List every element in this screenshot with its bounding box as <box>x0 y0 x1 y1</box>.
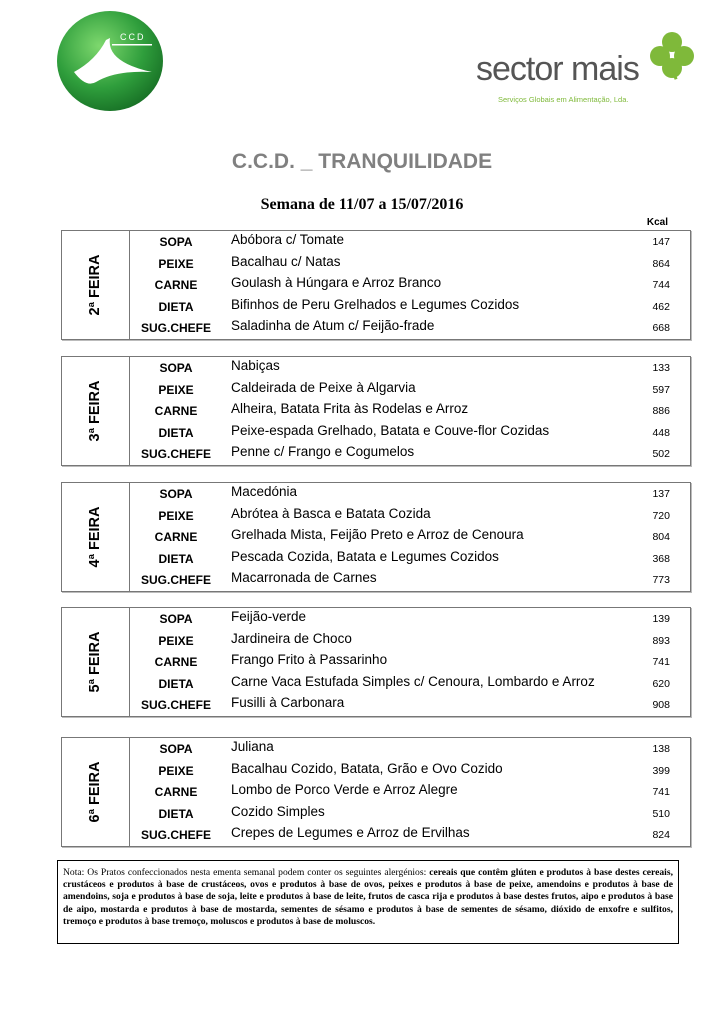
menu-kcal: 147 <box>652 236 670 248</box>
menu-dish: Lombo de Porco Verde e Arroz Alegre <box>231 782 458 798</box>
day-label-cell <box>62 357 130 465</box>
menu-category: SOPA <box>159 361 193 375</box>
menu-row <box>130 760 690 782</box>
day-label-cell <box>62 483 130 591</box>
day-block <box>61 230 691 340</box>
note-intro: Nota: Os Pratos confeccionados nesta ementa semanal podem conter os seguintes alergénios: <box>63 867 430 878</box>
menu-category: SUG.CHEFE <box>140 447 211 462</box>
menu-dish: Feijão-verde <box>231 609 307 624</box>
ccd-logo <box>56 10 164 112</box>
menu-kcal: 773 <box>652 574 670 587</box>
day-label: 5ª FEIRA <box>87 631 103 693</box>
menu-kcal: 448 <box>652 426 670 439</box>
menu-category: PEIXE <box>158 763 194 778</box>
menu-row <box>130 253 690 275</box>
menu-row <box>130 526 690 548</box>
menu-row <box>130 651 690 673</box>
menu-row <box>130 630 690 652</box>
menu-category: DIETA <box>158 806 194 821</box>
menu-dish: Pescada Cozida, Batata e Legumes Cozidos <box>231 548 499 564</box>
menu-kcal: 139 <box>652 613 670 625</box>
menu-category: CARNE <box>154 530 198 545</box>
menu-category: CARNE <box>154 278 198 293</box>
menu-dish: Jardineira de Choco <box>231 630 352 646</box>
menu-kcal: 462 <box>652 300 670 313</box>
menu-dish: Juliana <box>231 739 274 754</box>
day-block <box>61 356 691 466</box>
menu-row <box>130 673 690 695</box>
brand-tagline: Serviços Globais em Alimentação, Lda. <box>498 95 629 104</box>
menu-kcal: 138 <box>652 743 670 755</box>
menu-kcal: 502 <box>652 448 670 461</box>
menu-row <box>130 379 690 401</box>
menu-kcal: 864 <box>652 257 670 270</box>
menu-kcal: 824 <box>652 829 670 842</box>
menu-kcal: 893 <box>652 634 670 647</box>
menu-category: PEIXE <box>158 382 194 397</box>
menu-kcal: 620 <box>652 677 670 690</box>
menu-category: CARNE <box>154 404 198 419</box>
day-label: 3ª FEIRA <box>87 380 103 442</box>
menu-category: SOPA <box>159 487 193 501</box>
day-label: 2ª FEIRA <box>87 254 103 316</box>
menu-row <box>130 803 690 825</box>
menu-dish: Nabiças <box>231 358 280 373</box>
day-label-cell <box>62 608 130 716</box>
menu-row <box>130 505 690 527</box>
brand-name: sector mais <box>476 50 639 88</box>
menu-row <box>130 400 690 422</box>
menu-row <box>130 694 690 716</box>
clover-icon <box>648 30 696 82</box>
menu-category: SUG.CHEFE <box>140 573 211 588</box>
page-title: C.C.D. _ TRANQUILIDADE <box>231 150 493 173</box>
menu-dish: Alheira, Batata Frita às Rodelas e Arroz <box>231 401 469 417</box>
menu-row <box>130 569 690 591</box>
menu-kcal: 744 <box>652 279 670 292</box>
menu-kcal: 886 <box>652 405 670 418</box>
day-block <box>61 737 691 847</box>
menu-dish: Bacalhau Cozido, Batata, Grão e Ovo Cozido <box>231 760 503 776</box>
menu-dish: Fusilli à Carbonara <box>231 695 345 711</box>
ccd-logo-text: CCD <box>120 32 146 42</box>
menu-dish: Saladinha de Atum c/ Feijão-frade <box>231 318 435 334</box>
note-allergens: cereais que contêm glúten e produtos à base destes cereais, crustáceos e produtos à base de crustáceos, ovos e produtos à base de ovos, peixes e produtos à base de peixe, amendoins e produtos à base de amendoins, soja e produtos à base de soja, leite e produtos à base de leite, frutos de casca rija e produtos à base destes frutos, aipo e produtos à base de aipo, mostarda e produtos à base de mostarda, sementes de sésamo e produtos à base de sementes de sésamo, dióxido de enxofre e sulfitos, tremoço e produtos à base tremoço, moluscos e produtos à base de moluscos. <box>63 867 673 927</box>
menu-category: CARNE <box>154 655 198 670</box>
menu-category: DIETA <box>158 551 194 566</box>
menu-dish: Bifinhos de Peru Grelhados e Legumes Cozidos <box>231 296 520 312</box>
menu-dish: Cozido Simples <box>231 803 325 819</box>
menu-dish: Grelhada Mista, Feijão Preto e Arroz de Cenoura <box>231 527 524 543</box>
allergen-note <box>57 860 679 944</box>
menu-kcal: 741 <box>652 656 670 669</box>
menu-dish: Peixe-espada Grelhado, Batata e Couve-flor Cozidas <box>231 422 550 438</box>
menu-row <box>130 443 690 465</box>
menu-kcal: 804 <box>652 531 670 544</box>
menu-dish: Abrótea à Basca e Batata Cozida <box>231 505 431 521</box>
menu-row <box>130 317 690 339</box>
menu-kcal: 741 <box>652 786 670 799</box>
menu-row <box>130 781 690 803</box>
day-label-cell <box>62 231 130 339</box>
menu-dish: Macedónia <box>231 484 298 499</box>
menu-category: CARNE <box>154 785 198 800</box>
menu-category: DIETA <box>158 676 194 691</box>
menu-row <box>130 483 690 505</box>
menu-row <box>130 274 690 296</box>
menu-category: SOPA <box>159 235 193 249</box>
menu-dish: Goulash à Húngara e Arroz Branco <box>231 275 442 291</box>
menu-dish: Abóbora c/ Tomate <box>231 232 345 247</box>
menu-dish: Caldeirada de Peixe à Algarvia <box>231 379 416 395</box>
menu-row <box>130 738 690 760</box>
menu-category: DIETA <box>158 425 194 440</box>
menu-dish: Crepes de Legumes e Arroz de Ervilhas <box>231 825 470 841</box>
menu-dish: Macarronada de Carnes <box>231 570 377 586</box>
day-label: 4ª FEIRA <box>87 506 103 568</box>
menu-kcal: 368 <box>652 552 670 565</box>
menu-kcal: 399 <box>652 764 670 777</box>
day-label: 6ª FEIRA <box>87 761 103 823</box>
menu-dish: Penne c/ Frango e Cogumelos <box>231 444 415 460</box>
menu-dish: Frango Frito à Passarinho <box>231 652 388 668</box>
menu-category: SUG.CHEFE <box>140 321 211 336</box>
menu-row <box>130 357 690 379</box>
menu-kcal: 597 <box>652 383 670 396</box>
menu-category: DIETA <box>158 299 194 314</box>
menu-kcal: 668 <box>652 322 670 335</box>
menu-dish: Bacalhau c/ Natas <box>231 253 341 269</box>
menu-kcal: 720 <box>652 509 670 522</box>
menu-category: SOPA <box>159 742 193 756</box>
menu-kcal: 908 <box>652 699 670 712</box>
menu-category: PEIXE <box>158 633 194 648</box>
menu-kcal: 133 <box>652 362 670 374</box>
menu-row <box>130 422 690 444</box>
menu-category: PEIXE <box>158 256 194 271</box>
menu-kcal: 137 <box>652 488 670 500</box>
menu-kcal: 510 <box>652 807 670 820</box>
kcal-header: Kcal <box>646 217 668 228</box>
day-block <box>61 607 691 717</box>
menu-row <box>130 231 690 253</box>
menu-row <box>130 296 690 318</box>
sector-mais-logo <box>470 28 700 118</box>
menu-dish: Carne Vaca Estufada Simples c/ Cenoura, Lombardo e Arroz <box>231 673 595 689</box>
day-label-cell <box>62 738 130 846</box>
menu-row <box>130 608 690 630</box>
menu-category: PEIXE <box>158 508 194 523</box>
week-range: Semana de 11/07 a 15/07/2016 <box>260 196 464 213</box>
menu-category: SUG.CHEFE <box>140 828 211 843</box>
menu-row <box>130 548 690 570</box>
menu-row <box>130 824 690 846</box>
menu-category: SOPA <box>159 612 193 626</box>
menu-category: SUG.CHEFE <box>140 698 211 713</box>
day-block <box>61 482 691 592</box>
